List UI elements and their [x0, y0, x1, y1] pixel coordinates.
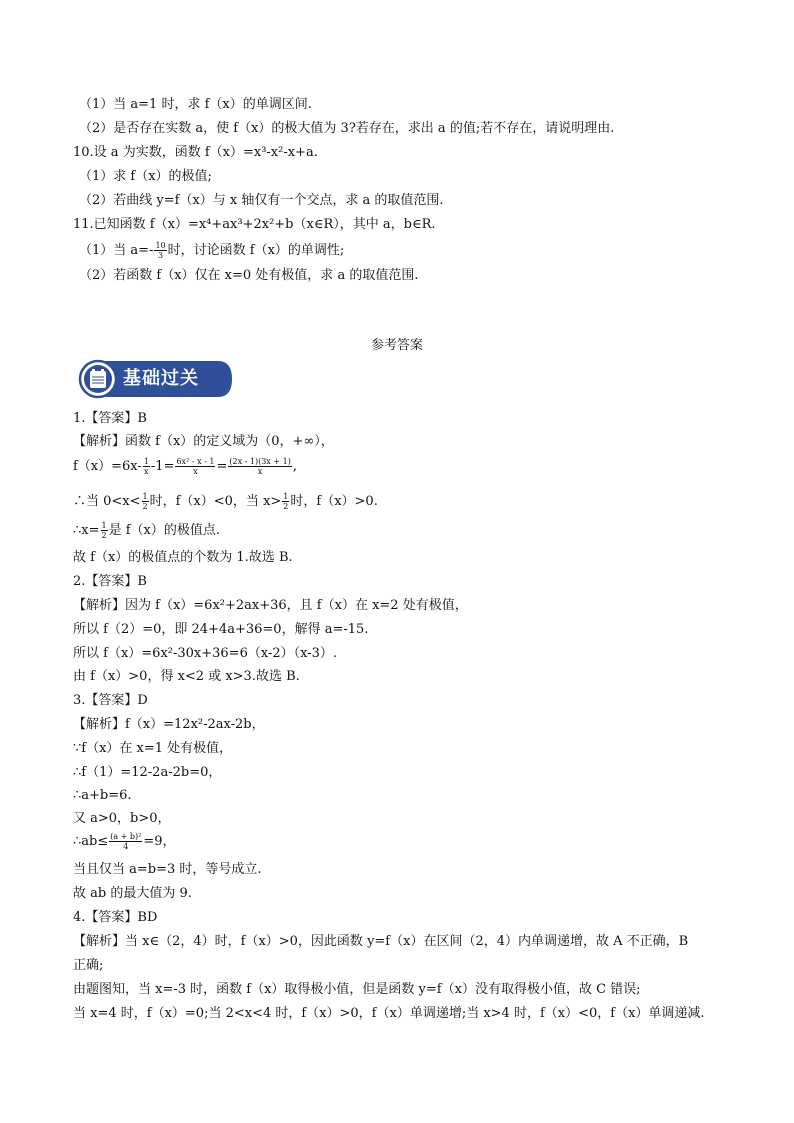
- solution-3-line-8: 故 ab 的最大值为 9.: [73, 886, 192, 901]
- text-segment: （1）当 a=-: [79, 243, 154, 258]
- fraction: [101, 521, 108, 540]
- text-segment: 时，讨论函数 f（x）的单调性;: [167, 243, 345, 258]
- solution-2-answer: 2.【答案】B: [73, 574, 147, 589]
- problem-9-part-2: （2）是否存在实数 a，使 f（x）的极大值为 3?若存在，求出 a 的值;若不存在，请说明理由.: [79, 121, 615, 136]
- text-segment: ∴x=: [73, 523, 100, 538]
- fraction: [175, 457, 215, 476]
- fraction: [143, 457, 150, 476]
- solution-1-line-1: 【解析】函数 f（x）的定义域为（0，+∞），: [73, 434, 334, 449]
- solution-2-line-3: 所以 f（x）=6x²-30x+36=6（x-2）（x-3）.: [73, 646, 338, 661]
- problem-10-part-2: （2）若曲线 y=f（x）与 x 轴仅有一个交点，求 a 的取值范围.: [79, 193, 444, 208]
- fraction-denominator: 2: [101, 531, 107, 540]
- solution-1-line-5: 故 f（x）的极值点的个数为 1.故选 B.: [73, 550, 293, 565]
- solution-4-line-1: 【解析】当 x∈（2，4）时，f（x）>0，因此函数 y=f（x）在区间（2，4）内单调递增，故 A 不正确，B: [73, 934, 689, 949]
- solution-3-line-4: ∴a+b=6.: [73, 788, 132, 803]
- fraction-numerator: 10: [155, 241, 166, 250]
- fraction-numerator: 1: [283, 492, 289, 501]
- section-badge: [78, 359, 234, 399]
- solution-3-line-3: ∴f（1）=12-2a-2b=0，: [73, 765, 222, 780]
- problem-10-stem: 10.设 a 为实数，函数 f（x）=x³-x²-x+a.: [73, 145, 318, 160]
- fraction-numerator: (a + b)²: [110, 832, 142, 841]
- problem-11-part-1: [79, 241, 344, 260]
- solution-3-answer: 3.【答案】D: [73, 693, 148, 708]
- fraction-numerator: (2x - 1)(3x + 1): [229, 457, 291, 466]
- solution-4-line-4: 当 x=4 时，f（x）=0;当 2<x<4 时，f（x）>0，f（x）单调递增;当 x>4 时，f（x）<0，f（x）单调递减.: [73, 1006, 705, 1021]
- problem-9-part-1: （1）当 a=1 时，求 f（x）的单调区间.: [79, 97, 312, 112]
- problem-11-stem: 11.已知函数 f（x）=x⁴+ax³+2x²+b（x∈R），其中 a，b∈R.: [73, 217, 436, 232]
- fraction-numerator: 1: [101, 521, 107, 530]
- text-segment: ∴ab≤: [73, 834, 109, 849]
- fraction: [142, 492, 149, 511]
- text-segment: 时，f（x）<0，当 x>: [149, 494, 282, 509]
- text-segment: ∴当 0<x<: [73, 494, 141, 509]
- fraction-numerator: 1: [142, 492, 148, 501]
- solution-1-answer: 1.【答案】B: [73, 411, 147, 426]
- text-segment: -1=: [150, 459, 175, 474]
- fraction-denominator: 4: [123, 842, 129, 851]
- text-segment: 是 f（x）的极值点.: [108, 523, 221, 538]
- problem-10-part-1: （1）求 f（x）的极值;: [79, 169, 212, 184]
- solution-3-line-6: [73, 832, 176, 851]
- solution-2-line-4: 由 f（x）>0，得 x<2 或 x>3.故选 B.: [73, 669, 300, 684]
- fraction-denominator: x: [144, 467, 149, 476]
- solution-4-answer: 4.【答案】BD: [73, 910, 158, 925]
- solution-4-line-2: 正确;: [73, 958, 104, 973]
- fraction-numerator: 1: [143, 457, 149, 466]
- solution-1-line-2: [73, 457, 297, 476]
- text-segment: f（x）=6x-: [73, 459, 142, 474]
- problem-11-part-2: （2）若函数 f（x）仅在 x=0 处有极值，求 a 的取值范围.: [79, 268, 419, 283]
- section-badge-text: 基础过关: [123, 368, 199, 389]
- answers-title: 参考答案: [370, 338, 423, 353]
- fraction: [109, 832, 142, 851]
- solution-1-line-4: [73, 521, 220, 540]
- fraction: [282, 492, 289, 511]
- solution-4-line-3: 由题图知，当 x=-3 时，函数 f（x）取得极小值，但是函数 y=f（x）没有取得极小值，故 C 错误;: [73, 982, 641, 997]
- solution-3-line-2: ∵f（x）在 x=1 处有极值，: [73, 741, 233, 756]
- text-segment: ,: [292, 459, 297, 474]
- text-segment: 时，f（x）>0.: [290, 494, 378, 509]
- solution-2-line-2: 所以 f（2）=0，即 24+4a+36=0，解得 a=-15.: [73, 622, 369, 637]
- fraction-numerator: 6x² - x - 1: [176, 457, 215, 466]
- fraction-denominator: x: [257, 467, 263, 476]
- solution-3-line-1: 【解析】f（x）=12x²-2ax-2b，: [73, 717, 265, 732]
- fraction-denominator: x: [193, 467, 198, 476]
- text-segment: =9，: [143, 834, 176, 849]
- text-segment: =: [216, 459, 228, 474]
- solution-3-line-7: 当且仅当 a=b=3 时，等号成立.: [73, 862, 262, 877]
- fraction-denominator: 3: [158, 251, 164, 260]
- solution-3-line-5: 又 a>0，b>0，: [73, 811, 171, 826]
- fraction-denominator: 2: [283, 502, 289, 511]
- fraction: [154, 241, 166, 260]
- fraction-denominator: 2: [142, 502, 148, 511]
- solution-1-line-3: [73, 492, 378, 511]
- fraction: [228, 457, 291, 476]
- solution-2-line-1: 【解析】因为 f（x）=6x²+2ax+36，且 f（x）在 x=2 处有极值，: [73, 598, 468, 613]
